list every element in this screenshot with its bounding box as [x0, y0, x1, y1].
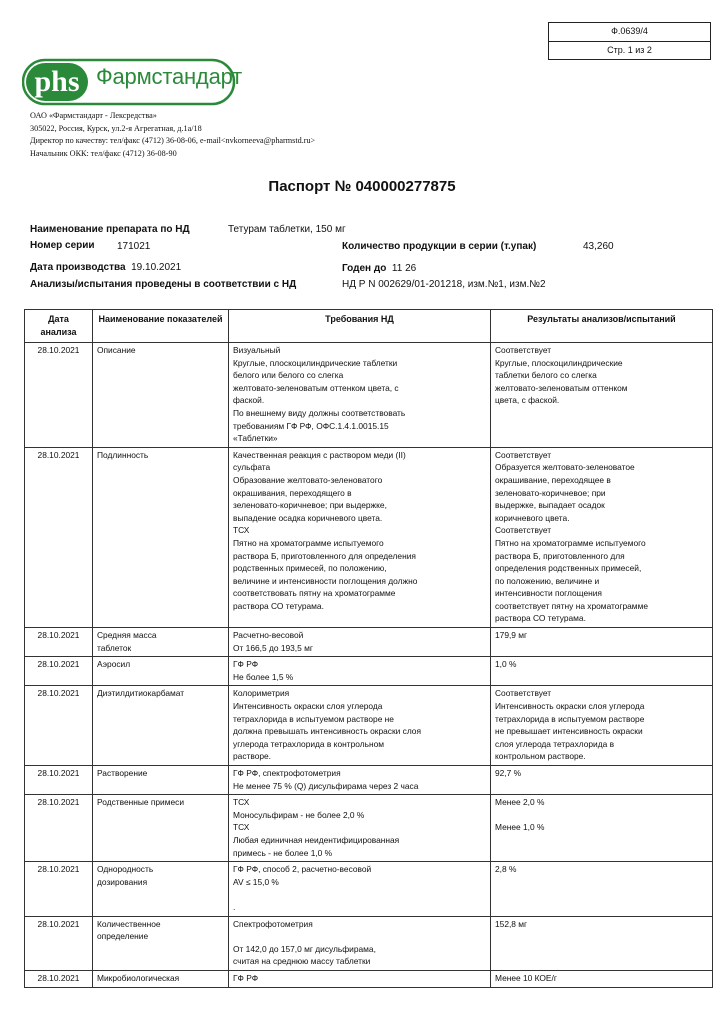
cell-line: раствора СО тетурама. — [233, 600, 324, 611]
company-line: ОАО «Фармстандарт - Лексредства» — [30, 111, 157, 120]
table-row — [25, 447, 713, 627]
cell-name — [93, 628, 229, 657]
analyses-label: Анализы/испытания проведены в соответствии с НД — [30, 279, 297, 290]
cell-line: таблетки белого со слегка — [495, 370, 597, 381]
expiry: Годен до 11 26 — [342, 263, 417, 274]
cell-line: цвета, с фаской. — [495, 395, 560, 406]
cell-line: Аэросил — [97, 659, 131, 670]
cell-line: Соответствует — [495, 525, 552, 536]
cell-line: Не менее 75 % (Q) дисульфирама через 2 часа — [233, 780, 419, 791]
cell-line: определения родственных примесей, — [495, 563, 642, 574]
table-row — [25, 686, 713, 766]
cell-line: таблеток — [97, 642, 132, 653]
cell-line: . — [233, 901, 236, 912]
drug-name-value: Тетурам таблетки, 150 мг — [228, 224, 346, 235]
table-row — [25, 916, 713, 970]
quantity-label: Количество продукции в серии (т.упак) — [342, 241, 537, 252]
cell-line: Родственные примеси — [97, 797, 185, 808]
cell-line: Соответствует — [495, 449, 552, 460]
cell-line: Микробиологическая — [97, 972, 180, 983]
cell-line: выдержке, выпадает осадок — [495, 500, 605, 511]
cell-name — [93, 343, 229, 448]
cell-line: фаской. — [233, 395, 265, 406]
analyses-value: НД Р N 002629/01-201218, изм.№1, изм.№2 — [342, 279, 546, 290]
cell-res — [491, 447, 713, 627]
table-row — [25, 862, 713, 916]
cell-line: ТСХ — [233, 525, 250, 536]
cell-line: Подлинность — [97, 449, 149, 460]
form-code-box — [548, 22, 711, 60]
cell-line: Качественная реакция с раствором меди (II) — [233, 449, 406, 460]
cell-date: 28.10.2021 — [25, 795, 93, 862]
cell-line: тетрахлорида в испытуемом растворе не — [233, 713, 394, 724]
cell-line: Количественное — [97, 918, 161, 929]
cell-line — [233, 930, 486, 943]
expiry-value: 11 26 — [391, 263, 417, 274]
cell-line — [233, 888, 486, 901]
cell-line: дозирования — [97, 876, 148, 887]
cell-line: тетрахлорида в испытуемом растворе — [495, 713, 645, 724]
cell-line: Не более 1,5 % — [233, 671, 294, 682]
cell-line: ТСХ — [233, 797, 250, 808]
cell-line: ГФ РФ, спектрофотометрия — [233, 768, 341, 778]
results-table — [24, 309, 713, 988]
cell-name — [93, 766, 229, 795]
cell-date: 28.10.2021 — [25, 657, 93, 686]
cell-line: белого или белого со слегка — [233, 370, 344, 381]
series-value: 171021 — [117, 241, 151, 252]
cell-date: 28.10.2021 — [25, 343, 93, 448]
cell-name — [93, 916, 229, 970]
cell-res — [491, 343, 713, 448]
cell-line: 152,8 мг — [495, 918, 528, 929]
cell-res — [491, 916, 713, 970]
cell-line: Однородность — [97, 864, 154, 875]
table-row — [25, 970, 713, 987]
cell-req — [229, 795, 491, 862]
cell-res — [491, 657, 713, 686]
page-title: Паспорт № 040000277875 — [268, 178, 456, 195]
cell-line: По внешнему виду должны соответствовать — [233, 407, 406, 418]
cell-name — [93, 862, 229, 916]
cell-name — [93, 657, 229, 686]
cell-line: «Таблетки» — [233, 433, 278, 444]
company-line: Начальник ОКК: тел/факс (4712) 36-08-90 — [30, 148, 177, 158]
cell-line: Визуальный — [233, 345, 281, 355]
cell-line: ТСХ — [233, 822, 250, 833]
company-line: 305022, Россия, Курск, ул.2-я Агрегатная, д.1а/18 — [30, 123, 202, 133]
cell-line: окрашивания, переходящего в — [233, 487, 352, 498]
cell-line: соответствовать пятну на хроматограмме — [233, 588, 396, 599]
cell-date: 28.10.2021 — [25, 628, 93, 657]
cell-line: Спектрофотометрия — [233, 918, 313, 929]
cell-line: От 142,0 до 157,0 мг дисульфирама, — [233, 943, 376, 954]
cell-line: Средняя масса — [97, 630, 157, 641]
cell-line: AV ≤ 15,0 % — [233, 876, 279, 887]
cell-line — [495, 809, 708, 822]
cell-req — [229, 970, 491, 987]
cell-date: 28.10.2021 — [25, 686, 93, 766]
cell-line: раствора СО тетурама. — [495, 613, 586, 624]
company-info — [30, 110, 315, 160]
cell-res — [491, 628, 713, 657]
cell-line: Менее 1,0 % — [495, 822, 545, 833]
cell-line: Круглые, плоскоцилиндрические — [495, 357, 623, 368]
cell-res — [491, 795, 713, 862]
cell-res — [491, 766, 713, 795]
cell-line: зеленовато-коричневое; при — [495, 487, 606, 498]
header-date: Дата анализа — [25, 310, 93, 343]
header-indicator: Наименование показателей — [93, 310, 229, 343]
pharmstandard-logo — [22, 56, 243, 108]
cell-line: требованиям ГФ РФ, ОФС.1.4.1.0015.15 — [233, 420, 389, 431]
cell-line: коричневого цвета. — [495, 512, 570, 523]
cell-line: Колориметрия — [233, 688, 290, 699]
cell-line: Диэтилдитиокарбамат — [97, 688, 185, 699]
cell-line: считая на среднюю массу таблетки — [233, 956, 371, 967]
cell-line: Соответствует — [495, 688, 552, 699]
cell-line: Образование желтовато-зеленоватого — [233, 474, 383, 485]
logo-mark: phs — [34, 65, 80, 98]
cell-line: по положению, величине и — [495, 575, 600, 586]
cell-line: контрольном растворе. — [495, 751, 586, 762]
cell-line: 92,7 % — [495, 768, 522, 778]
cell-line: Менее 2,0 % — [495, 797, 545, 808]
production-date: Дата производства 19.10.2021 — [30, 262, 182, 273]
cell-line: окрашивание, переходящее в — [495, 474, 611, 485]
cell-line: От 166,5 до 193,5 мг — [233, 642, 313, 653]
drug-name-label: Наименование препарата по НД — [30, 224, 190, 235]
cell-res — [491, 862, 713, 916]
cell-line: растворе. — [233, 751, 271, 762]
table-header-row — [25, 310, 713, 343]
cell-line: Интенсивность окраски слоя углерода — [495, 701, 645, 712]
cell-req — [229, 343, 491, 448]
cell-line: Интенсивность окраски слоя углерода — [233, 701, 383, 712]
table-row — [25, 657, 713, 686]
table-body — [25, 343, 713, 988]
cell-line: сульфата — [233, 462, 271, 473]
cell-line: зеленовато-коричневое; при выдержке, — [233, 500, 387, 511]
cell-line: Моносульфирам - не более 2,0 % — [233, 809, 365, 820]
company-line: Директор по качеству: тел/факс (4712) 36-08-06, e-mail<nvkorneeva@pharmstd.ru> — [30, 136, 316, 145]
table-row — [25, 343, 713, 448]
cell-res — [491, 970, 713, 987]
cell-name — [93, 447, 229, 627]
cell-line: раствора Б, приготовленного для определения — [233, 550, 416, 561]
cell-line: ГФ РФ, способ 2, расчетно-весовой — [233, 864, 372, 875]
cell-line: должна превышать интенсивность окраски слоя — [233, 726, 421, 737]
header-requirements: Требования НД — [229, 310, 491, 343]
cell-line: примесь - не более 1,0 % — [233, 847, 333, 858]
cell-line: Описание — [97, 345, 136, 355]
cell-req — [229, 447, 491, 627]
cell-line: ГФ РФ — [233, 659, 259, 670]
cell-name — [93, 686, 229, 766]
cell-line: желтовато-зеленоватым оттенком — [495, 382, 628, 393]
table-row — [25, 766, 713, 795]
cell-req — [229, 686, 491, 766]
header-results: Результаты анализов/испытаний — [491, 310, 713, 343]
cell-line: не превышает интенсивность окраски — [495, 726, 643, 737]
table-row — [25, 628, 713, 657]
cell-line: Пятно на хроматограмме испытуемого — [233, 537, 384, 548]
cell-req — [229, 862, 491, 916]
cell-line: Образуется желтовато-зеленоватое — [495, 462, 635, 473]
cell-date: 28.10.2021 — [25, 862, 93, 916]
cell-line: Круглые, плоскоцилиндрические таблетки — [233, 357, 398, 368]
cell-line: раствора Б, приготовленного для — [495, 550, 625, 561]
cell-line: ГФ РФ — [233, 972, 259, 983]
cell-date: 28.10.2021 — [25, 916, 93, 970]
cell-line: родственных примесей, по положению, — [233, 563, 387, 574]
cell-line: соответствует пятну на хроматограмме — [495, 600, 648, 611]
series-label: Номер серии — [30, 240, 95, 251]
cell-line: выпадение осадка коричневого цвета. — [233, 512, 383, 523]
cell-line: Менее 10 КОЕ/г — [495, 972, 557, 983]
cell-line: 1,0 % — [495, 659, 517, 670]
quantity-value: 43,260 — [583, 241, 614, 252]
cell-req — [229, 916, 491, 970]
cell-name — [93, 970, 229, 987]
cell-date: 28.10.2021 — [25, 447, 93, 627]
cell-name — [93, 795, 229, 862]
cell-line: 2,8 % — [495, 864, 517, 875]
cell-line: Соответствует — [495, 345, 552, 355]
cell-req — [229, 657, 491, 686]
cell-res — [491, 686, 713, 766]
cell-line: 179,9 мг — [495, 630, 528, 641]
cell-line: определение — [97, 931, 149, 942]
cell-line: величине и интенсивности поглощения должно — [233, 575, 418, 586]
production-date-value: 19.10.2021 — [131, 262, 182, 273]
cell-line: слоя углерода тетрахлорида в — [495, 738, 615, 749]
cell-line: интенсивности поглощения — [495, 588, 602, 599]
cell-req — [229, 628, 491, 657]
page-number: Стр. 1 из 2 — [549, 41, 710, 59]
form-code: Ф.0639/4 — [611, 26, 648, 36]
cell-line: Любая единичная неидентифицированная — [233, 834, 400, 845]
table-row — [25, 795, 713, 862]
cell-date: 28.10.2021 — [25, 766, 93, 795]
logo-name: Фармстандарт — [96, 64, 243, 89]
cell-line: Пятно на хроматограмме испытуемого — [495, 537, 646, 548]
cell-req — [229, 766, 491, 795]
cell-line: Расчетно-весовой — [233, 630, 304, 641]
cell-line: углерода тетрахлорида в контрольном — [233, 738, 384, 749]
cell-date: 28.10.2021 — [25, 970, 93, 987]
cell-line: Растворение — [97, 768, 148, 778]
cell-line: желтовато-зеленоватым оттенком цвета, с — [233, 382, 399, 393]
